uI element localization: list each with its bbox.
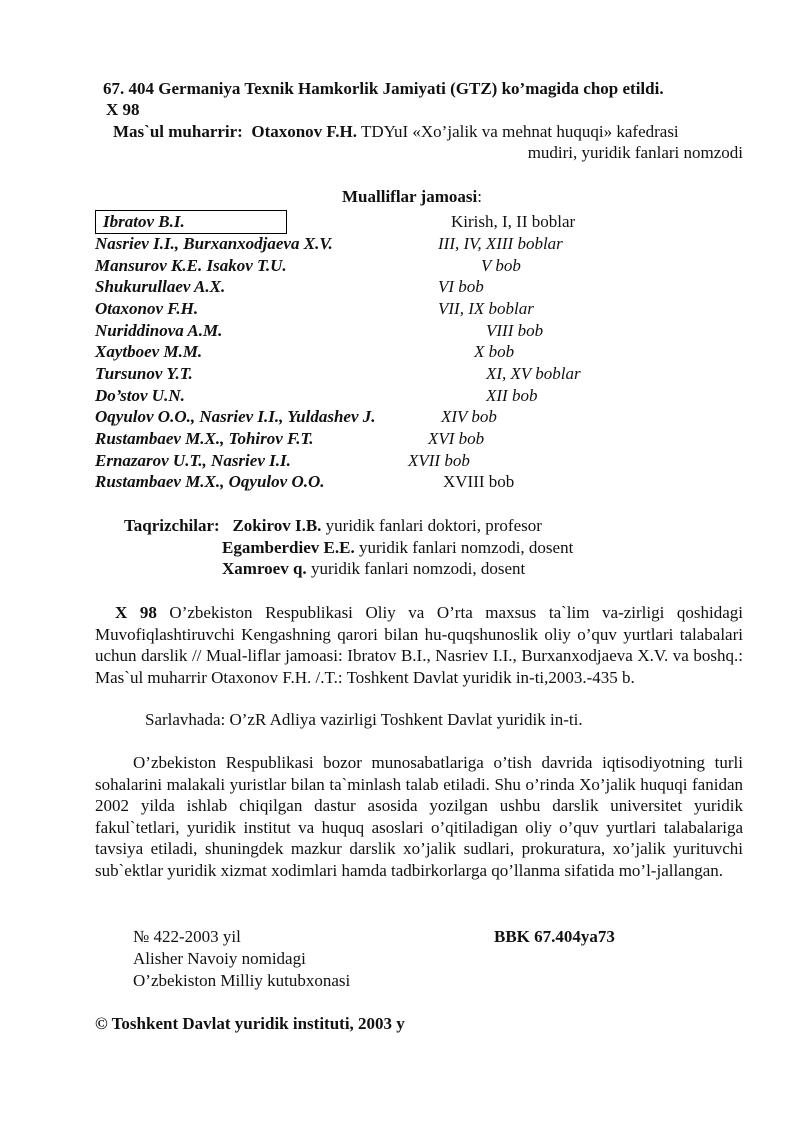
author-chapters: V bob bbox=[481, 256, 521, 275]
header-line-2: X 98 bbox=[106, 100, 140, 119]
author-chapters: VI bob bbox=[438, 277, 484, 296]
copyright: © Toshkent Davlat yuridik instituti, 2003 y bbox=[95, 1014, 405, 1033]
editor-name: Otaxonov F.H. bbox=[251, 122, 357, 141]
reviewer-desc: yuridik fanlari doktori, profesor bbox=[325, 516, 542, 535]
author-name: Ernazarov U.T., Nasriev I.I. bbox=[95, 451, 291, 470]
reviewer-row bbox=[222, 538, 573, 558]
editor-desc-2: mudiri, yuridik fanlari nomzodi bbox=[527, 143, 743, 162]
library-line-2: Alisher Navoiy nomidagi bbox=[133, 949, 306, 968]
author-chapters: XIV bob bbox=[441, 407, 497, 426]
authors-title-text: Mualliflar jamoasi bbox=[342, 187, 478, 206]
annotation-code: X 98 bbox=[115, 603, 157, 622]
author-name: Otaxonov F.H. bbox=[95, 299, 199, 318]
reviewer-row bbox=[222, 559, 525, 579]
author-name: Rustambaev M.X., Tohirov F.T. bbox=[95, 429, 314, 448]
reviewer-name: Egamberdiev E.E. bbox=[222, 538, 355, 557]
author-chapters: III, IV, XIII boblar bbox=[438, 234, 563, 253]
reviewer-name: Zokirov I.B. bbox=[232, 516, 322, 535]
author-name: Oqyulov O.O., Nasriev I.I., Yuldashev J. bbox=[95, 407, 376, 426]
author-chapters: X bob bbox=[474, 342, 515, 361]
authors-title bbox=[342, 187, 482, 207]
reviewer-row bbox=[124, 516, 542, 536]
author-chapters: VIII bob bbox=[486, 321, 544, 340]
editor-line bbox=[113, 122, 679, 142]
author-name: Ibratov B.I. bbox=[103, 212, 185, 231]
reviewer-desc: yuridik fanlari nomzodi, dosent bbox=[310, 559, 526, 578]
author-chapters: XI, XV boblar bbox=[486, 364, 581, 383]
author-chapters: XII bob bbox=[486, 386, 538, 405]
author-chapters: XVI bob bbox=[428, 429, 485, 448]
description-paragraph: O’zbekiston Respublikasi bozor munosabatlariga o’tish davrida iqtisodiyotning turli sohalarini malakali yuristlar bilan ta`minlash talab etiladi. Shu o’rinda Xo’jalik huquqi fanidan 2002 yilda ishlab chiqilgan dastur asosida yozilgan ushbu darslik universitet yuridik fakul`tetlari, yuridik institut va huquq asoslari o’qitiladigan oliy o’quv yurtlari talabalariga tavsiya etiladi, shuningdek mazkur darslik xo’jalik sudlari, prokuratura, xo’jalik yurituvchi sub`ektlar yuridik xizmat xodimlari hamda tadbirkorlarga qo’llanma sifatida mo’l-jallangan. bbox=[95, 753, 743, 880]
library-line-3: O’zbekiston Milliy kutubxonasi bbox=[133, 971, 351, 990]
author-chapters: Kirish, I, II boblar bbox=[451, 212, 576, 231]
reviewers-label: Taqrizchilar: bbox=[124, 516, 220, 535]
reviewer-name: Xamroev q. bbox=[222, 559, 307, 578]
header-line-1: 67. 404 Germaniya Texnik Hamkorlik Jamiyati (GTZ) ko’magida chop etildi. bbox=[103, 79, 664, 98]
author-chapters: VII, IX boblar bbox=[438, 299, 534, 318]
annotation-paragraph bbox=[95, 602, 743, 688]
author-chapters: XVII bob bbox=[408, 451, 470, 470]
author-name: Tursunov Y.T. bbox=[95, 364, 193, 383]
annotation-text: O’zbekiston Respublikasi Oliy va O’rta maxsus ta`lim va-zirligi qoshidagi Muvofiqlashtiruvchi Kengashning qarori bilan hu-quqshunoslik oliy o’quv yurtlari talabalari uchun darslik // Mual-liflar jamoasi: Ibratov B.I., Nasriev I.I., Burxanxodjaeva X.V. va boshq.: Mas`ul muharrir Otaxonov F.H. /.T.: Toshkent Davlat yuridik in-ti,2003.-435 b. bbox=[95, 603, 744, 687]
bbk-code: BBK 67.404ya73 bbox=[494, 927, 615, 946]
editor-desc-1: TDYuI «Xo’jalik va mehnat huquqi» kafedrasi bbox=[360, 122, 679, 141]
author-name: Do’stov U.N. bbox=[95, 386, 185, 405]
author-chapters: XVIII bob bbox=[443, 472, 515, 491]
library-number: № 422-2003 yil bbox=[133, 927, 241, 946]
annotation-subtitle: Sarlavhada: O’zR Adliya vazirligi Toshkent Davlat yuridik in-ti. bbox=[145, 710, 583, 729]
author-name: Rustambaev M.X., Oqyulov O.O. bbox=[95, 472, 325, 491]
author-name: Nuriddinova A.M. bbox=[95, 321, 223, 340]
editor-label: Mas`ul muharrir: bbox=[113, 122, 243, 141]
author-name: Shukurullaev A.X. bbox=[95, 277, 226, 296]
author-name: Xaytboev M.M. bbox=[95, 342, 203, 361]
authors-title-colon: : bbox=[477, 187, 482, 206]
author-name: Nasriev I.I., Burxanxodjaeva X.V. bbox=[95, 234, 333, 253]
author-name: Mansurov K.E. Isakov T.U. bbox=[95, 256, 287, 275]
reviewer-desc: yuridik fanlari nomzodi, dosent bbox=[358, 538, 574, 557]
